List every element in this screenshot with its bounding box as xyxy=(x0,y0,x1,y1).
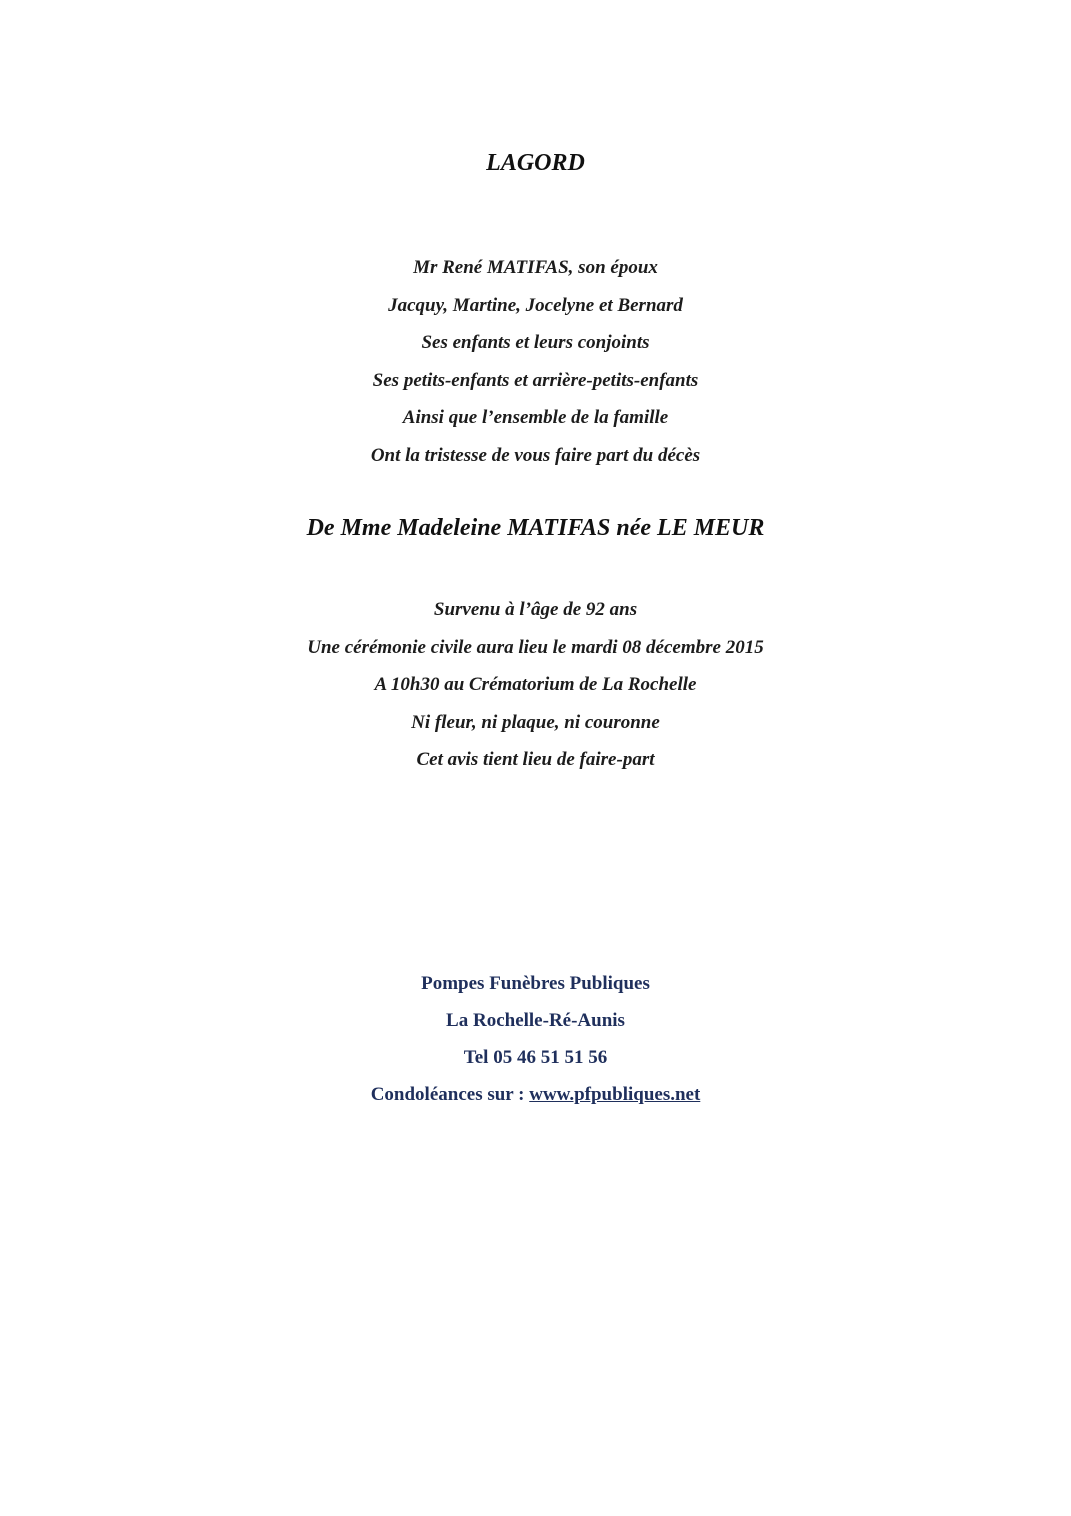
detail-line: Cet avis tient lieu de faire-part xyxy=(416,749,655,770)
company-location: La Rochelle-Ré-Aunis xyxy=(446,1010,625,1031)
company-name: Pompes Funèbres Publiques xyxy=(421,973,650,994)
family-announcement xyxy=(0,256,1071,481)
family-line: Ses enfants et leurs conjoints xyxy=(421,332,650,353)
town-heading: LAGORD xyxy=(486,150,585,176)
detail-line: A 10h30 au Crématorium de La Rochelle xyxy=(374,674,697,695)
detail-line: Ni fleur, ni plaque, ni couronne xyxy=(411,711,660,733)
detail-line: Une cérémonie civile aura lieu le mardi 08 décembre 2015 xyxy=(307,636,764,658)
family-line: Ont la tristesse de vous faire part du décès xyxy=(370,444,701,466)
funeral-company-info xyxy=(0,972,1071,1120)
family-line: Ainsi que l’ensemble de la famille xyxy=(402,407,669,428)
condolences-label: Condoléances sur : xyxy=(370,1084,530,1105)
detail-line: Survenu à l’âge de 92 ans xyxy=(433,599,638,620)
family-line: Mr René MATIFAS, son époux xyxy=(413,257,658,278)
deceased-name: De Mme Madeleine MATIFAS née LE MEUR xyxy=(306,515,765,541)
company-phone: Tel 05 46 51 51 56 xyxy=(463,1047,608,1068)
website-link[interactable]: www.pfpubliques.net xyxy=(529,1084,701,1105)
family-line: Ses petits-enfants et arrière-petits-enfants xyxy=(372,369,699,391)
condolences-line xyxy=(0,1083,1071,1120)
family-line: Jacquy, Martine, Jocelyne et Bernard xyxy=(388,294,683,316)
ceremony-details xyxy=(0,598,1071,786)
